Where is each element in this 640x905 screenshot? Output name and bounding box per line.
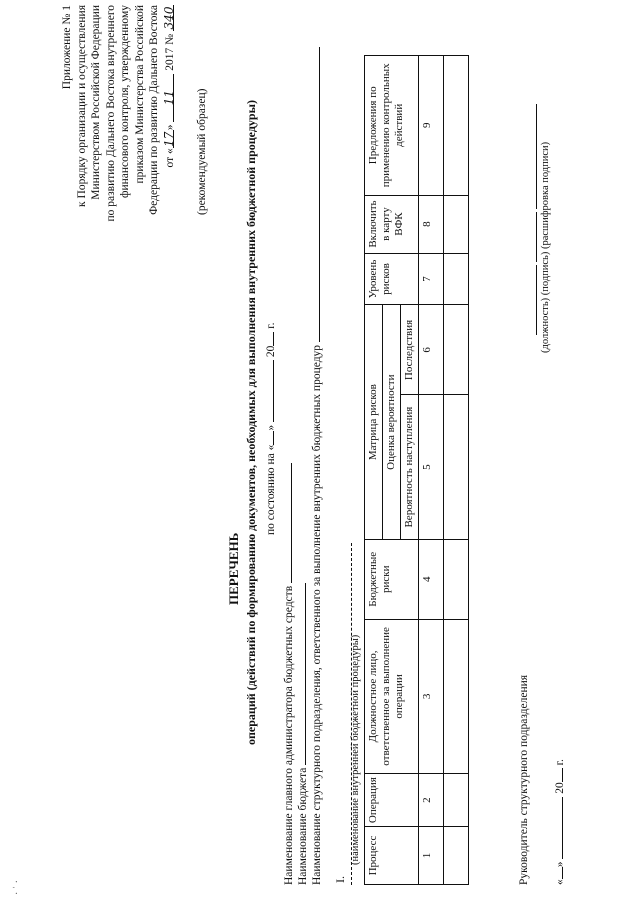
table-cell[interactable] <box>444 56 469 196</box>
table-header-row <box>365 56 383 885</box>
appendix-date-day: 17 <box>161 131 176 147</box>
table-cell[interactable] <box>444 305 469 395</box>
scan-marks: · ˈ · <box>12 880 23 895</box>
recommended-sample: (рекомендуемый образец) <box>196 88 208 215</box>
admin-label: Наименование главного администратора бюджетных средств <box>283 585 295 885</box>
appendix-line: приказом Министерства Российской <box>133 5 146 184</box>
table-cell[interactable] <box>444 619 469 773</box>
table-row[interactable] <box>444 56 469 885</box>
header-risk-matrix: Матрица рисков <box>365 305 383 539</box>
operations-table <box>364 55 469 885</box>
appendix-line: финансового контроля, утвержденному <box>119 5 131 198</box>
sign-caption: (подпись) <box>540 251 551 296</box>
column-number: 1 <box>419 827 444 885</box>
procedure-name-label: (наименование внутренней бюджетной процедуры) <box>350 634 361 865</box>
column-number: 2 <box>419 774 444 827</box>
transcript-caption: (расшифровка подписи) <box>540 141 551 250</box>
head-signature-label: Руководитель структурного подразделения <box>518 674 530 885</box>
unit-label: Наименование структурного подразделения, ответственного за выполнение внутренних бюджетных процедур <box>311 344 323 885</box>
table-cell[interactable] <box>444 539 469 619</box>
signature-field[interactable] <box>525 212 537 262</box>
appendix-line: Министерством Российской Федерации <box>90 5 102 200</box>
admin-input-line[interactable] <box>280 463 292 583</box>
column-number: 5 <box>419 395 444 539</box>
column-number: 9 <box>419 56 444 196</box>
as-of-day-field[interactable] <box>262 431 274 445</box>
table-number-row <box>419 56 444 885</box>
signature-day-field[interactable] <box>551 867 563 879</box>
header-occurrence-probability: Вероятность наступления <box>401 395 419 539</box>
appendix-line: Приложение № 1 <box>61 5 73 90</box>
signature-month-field[interactable] <box>551 797 563 859</box>
table-cell[interactable] <box>444 774 469 827</box>
header-consequences: Последствия <box>401 305 419 395</box>
column-number: 3 <box>419 619 444 773</box>
position-field[interactable] <box>525 265 537 335</box>
appendix-line: к Порядку организации и осуществления <box>75 5 88 207</box>
signature-date: «» 20 г. <box>551 759 566 885</box>
as-of-year-field[interactable] <box>262 332 274 346</box>
header-probability-assessment: Оценка вероятности <box>383 305 401 539</box>
header-process: Процесс <box>365 827 419 885</box>
column-number: 8 <box>419 195 444 253</box>
table-cell[interactable] <box>444 195 469 253</box>
appendix-line: Федерации по развитию Дальнего Востока <box>148 5 160 215</box>
as-of-month-field[interactable] <box>262 360 274 422</box>
as-of-date: по состоянию на «» 20 г. <box>262 322 277 535</box>
header-risk-level: Уровень рисков <box>365 253 419 305</box>
appendix-date-month: 11 <box>162 74 174 122</box>
appendix-date: от «17» 11 2017 № 340 <box>161 6 176 168</box>
header-operation: Операция <box>365 774 419 827</box>
table-cell[interactable] <box>444 827 469 885</box>
column-number: 7 <box>419 253 444 305</box>
column-number: 6 <box>419 305 444 395</box>
unit-input-line[interactable] <box>308 47 320 342</box>
appendix-line: по развитию Дальнего Востока внутреннего <box>104 5 117 222</box>
unit-field <box>308 47 323 885</box>
budget-input-line[interactable] <box>294 583 306 765</box>
appendix-date-number: 340 <box>161 6 176 30</box>
section-number: I. <box>333 876 347 883</box>
header-official: Должностное лицо, ответственное за выполнение операции <box>365 619 419 773</box>
signature-captions <box>540 142 551 353</box>
column-number: 4 <box>419 539 444 619</box>
header-include-map: Включить в карту ВФК <box>365 195 419 253</box>
header-budget-risks: Бюджетные риски <box>365 539 419 619</box>
budget-field <box>294 583 309 885</box>
transcript-field[interactable] <box>525 104 537 209</box>
admin-field <box>280 463 295 885</box>
head-signature-line <box>525 104 540 335</box>
header-proposals: Предложения по применению контрольных действий <box>365 56 419 196</box>
document-subtitle: операций (действий по формированию документов, необходимых для выполнения внутренних бюджетной процедуры) <box>244 100 258 745</box>
budget-label: Наименование бюджета <box>297 767 309 885</box>
appendix-block <box>60 5 177 285</box>
table-cell[interactable] <box>444 395 469 539</box>
document-title: ПЕРЕЧЕНЬ <box>226 532 241 605</box>
table-cell[interactable] <box>444 253 469 305</box>
position-caption: (должность) <box>540 297 551 353</box>
signature-year-field[interactable] <box>551 768 563 782</box>
